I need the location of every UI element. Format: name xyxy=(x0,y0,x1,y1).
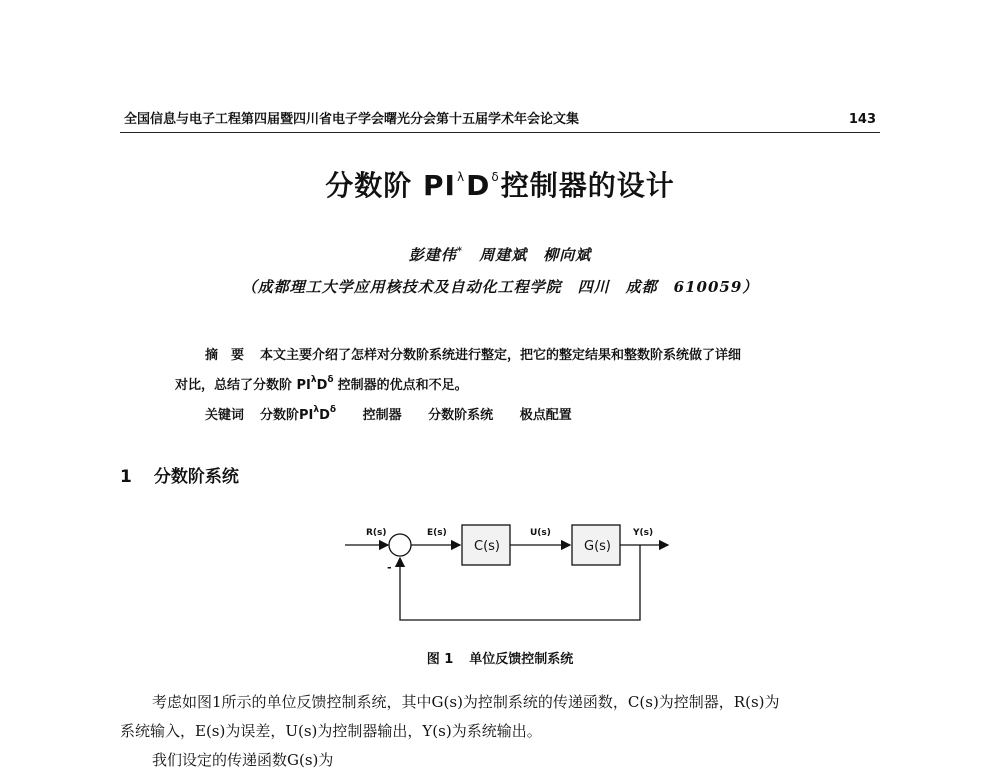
abstract-text-1: 本文主要介绍了怎样对分数阶系统进行整定，把它的整定结果和整数阶系统做了详细 xyxy=(260,348,742,363)
abstract-text-2b: D xyxy=(316,378,328,393)
keyword-sup-delta: δ xyxy=(329,405,337,415)
keyword-1a: 分数阶PI xyxy=(260,408,314,423)
title-lambda: λ xyxy=(456,170,466,184)
abstract-label: 摘 要 xyxy=(205,348,245,363)
body-line-3: 我们设定的传递函数G(s)为 xyxy=(152,751,334,769)
title-prefix: 分数阶 PI xyxy=(325,169,456,202)
keyword-sup-lambda: λ xyxy=(313,405,320,415)
affiliation: （成都理工大学应用核技术及自动化工程学院 四川 成都 610059） xyxy=(241,278,759,296)
corresponding-star: * xyxy=(456,246,463,257)
keywords-label: 关键词 xyxy=(205,408,245,423)
abstract-sup-lambda: λ xyxy=(310,375,317,385)
title-d: D xyxy=(466,169,491,202)
figure-caption xyxy=(0,648,1000,667)
body-line-2: 系统输入，E(s)为误差，U(s)为控制器输出，Y(s)为系统输出。 xyxy=(120,722,542,740)
output-label: Y(s) xyxy=(633,528,654,538)
block-diagram xyxy=(330,505,690,645)
body-text xyxy=(120,688,890,775)
error-label: E(s) xyxy=(427,528,447,538)
keywords-line xyxy=(205,404,572,423)
keyword-1b: D xyxy=(319,408,330,423)
abstract-line-2 xyxy=(175,374,468,393)
author-others: 周建斌 柳向斌 xyxy=(479,246,592,264)
figure-caption-text: 单位反馈控制系统 xyxy=(469,652,574,667)
title-delta: δ xyxy=(491,170,500,184)
abstract-line-1 xyxy=(205,344,741,363)
authors xyxy=(0,244,1000,265)
control-label: U(s) xyxy=(530,528,551,538)
keyword-4: 极点配置 xyxy=(519,408,572,423)
summing-junction xyxy=(389,534,411,556)
keyword-3: 分数阶系统 xyxy=(428,408,494,423)
controller-label: C(s) xyxy=(474,539,500,554)
plant-label: G(s) xyxy=(584,539,611,554)
minus-sign: - xyxy=(387,561,392,574)
figure-label: 图 1 xyxy=(426,652,454,667)
abstract-text-2c: 控制器的优点和不足。 xyxy=(337,378,468,393)
keyword-2: 控制器 xyxy=(362,408,402,423)
author-first: 彭建伟 xyxy=(408,246,457,264)
journal-title: 全国信息与电子工程第四届暨四川省电子学会曙光分会第十五届学术年会论文集 xyxy=(124,112,580,127)
title-suffix: 控制器的设计 xyxy=(500,169,675,202)
input-label: R(s) xyxy=(366,528,387,538)
body-line-1: 考虑如图1所示的单位反馈控制系统，其中G(s)为控制系统的传递函数，C(s)为控制器，R(s)为 xyxy=(152,693,780,711)
running-header xyxy=(120,110,880,133)
section-title: 分数阶系统 xyxy=(153,467,239,487)
page-number: 143 xyxy=(848,112,876,127)
abstract-sup-delta: δ xyxy=(327,375,334,385)
section-number: 1 xyxy=(120,467,132,487)
abstract-text-2a: 对比，总结了分数阶 PI xyxy=(175,378,311,393)
paper-title xyxy=(0,164,1000,204)
section-heading xyxy=(120,462,239,487)
